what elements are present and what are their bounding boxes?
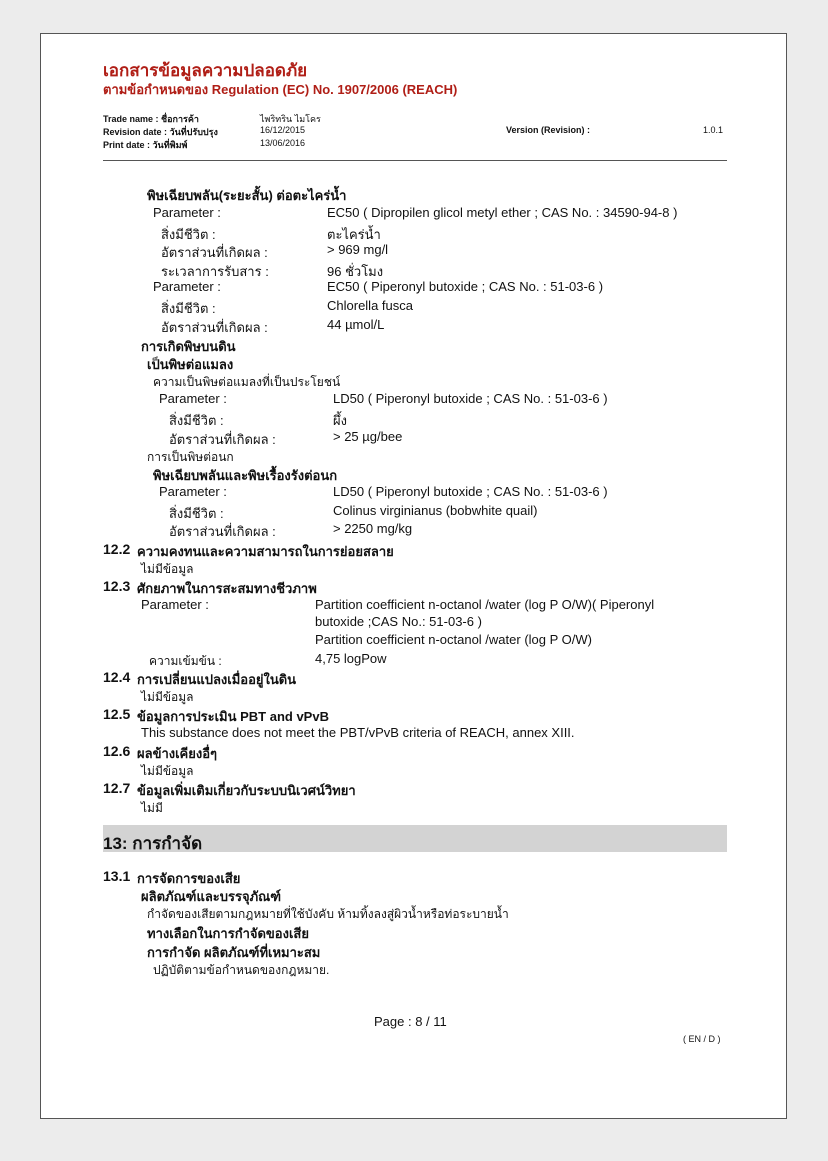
insect-organism-value: ผึ้ง (333, 413, 347, 428)
section-12-6-title: ผลข้างเคียงอื่ๆ (137, 746, 218, 761)
param2-label: Parameter : (153, 279, 221, 294)
document-title: เอกสารข้อมูลความปลอดภัย (103, 61, 308, 80)
document-page (40, 33, 787, 1119)
revision-date-value: 16/12/2015 (260, 125, 306, 135)
disposal-options-heading: ทางเลือกในการกำจัดของเสีย (147, 926, 309, 941)
language-code: ( EN / D ) (683, 1034, 721, 1044)
page-number: Page : 8 / 11 (374, 1014, 447, 1029)
section-12-2-title: ความคงทนและความสามารถในการย่อยสลาย (137, 544, 394, 559)
time1-value: 96 ชั่วโมง (327, 264, 384, 279)
document-subtitle: ตามข้อกำหนดของ Regulation (EC) No. 1907/2006 (REACH) (103, 82, 458, 97)
section-12-7-number: 12.7 (103, 780, 131, 796)
section-12-5-number: 12.5 (103, 706, 131, 722)
organism1-label: สิ่งมีชีวิต : (161, 227, 216, 242)
section-12-4-number: 12.4 (103, 669, 131, 685)
section-12-5-text: This substance does not meet the PBT/vPvB criteria of REACH, annex XIII. (141, 725, 575, 740)
aquatic-heading: พิษเฉียบพลัน(ระยะสั้น) ต่อตะไคร่น้ำ (147, 188, 347, 203)
param1-value: EC50 ( Dipropilen glicol metyl ether ; CAS No. : 34590-94-8 ) (327, 205, 678, 220)
insect-organism-label: สิ่งมีชีวิต : (169, 413, 224, 428)
bird-rate-value: > 2250 mg/kg (333, 521, 413, 536)
section-12-3-param-line2: butoxide ;CAS No.: 51-03-6 ) (315, 614, 482, 629)
bird-organism-value: Colinus virginianus (bobwhite quail) (333, 503, 538, 518)
beneficial-insects-label: ความเป็นพิษต่อแมลงที่เป็นประโยชน์ (153, 375, 341, 389)
section-12-3-param-label: Parameter : (141, 597, 209, 612)
rate2-label: อัตราส่วนที่เกิดผล : (161, 320, 268, 335)
bird-heading: การเป็นพิษต่อนก (147, 450, 234, 464)
section-12-3-conc-value: 4,75 logPow (315, 651, 387, 666)
organism1-value: ตะไคร่น้ำ (327, 227, 381, 242)
print-date-value: 13/06/2016 (260, 138, 306, 148)
bird-rate-label: อัตราส่วนที่เกิดผล : (169, 524, 276, 539)
bird-subheading: พิษเฉียบพลันและพิษเรื้องรังต่อนก (153, 468, 338, 483)
param1-label: Parameter : (153, 205, 221, 220)
bird-organism-label: สิ่งมีชีวิต : (169, 506, 224, 521)
bird-param-value: LD50 ( Piperonyl butoxide ; CAS No. : 51-03-6 ) (333, 484, 608, 499)
version-label: Version (Revision) : (506, 125, 591, 135)
rate2-value: 44 µmol/L (327, 317, 385, 332)
insect-rate-value: > 25 µg/bee (333, 429, 403, 444)
section-13-1-title: การจัดการของเสีย (137, 871, 241, 886)
soil-heading: การเกิดพิษบนดิน (141, 339, 236, 354)
products-text: กำจัดของเสียตามกฎหมายที่ใช้บังคับ ห้ามทิ้งลงสู่ผิวน้ำหรือท่อระบายน้ำ (147, 907, 509, 921)
section-13-1-number: 13.1 (103, 868, 131, 884)
suitable-disposal-text: ปฏิบัติตามข้อกำหนดของกฎหมาย. (153, 963, 330, 977)
section-12-5-title: ข้อมูลการประเมิน PBT and vPvB (137, 709, 329, 724)
organism2-label: สิ่งมีชีวิต : (161, 301, 216, 316)
section-12-7-title: ข้อมูลเพิ่มเติมเกี่ยวกับระบบนิเวศน์วิทยา (137, 783, 356, 798)
section-12-3-number: 12.3 (103, 578, 131, 594)
version-value: 1.0.1 (703, 125, 724, 135)
section-12-3-param-line3: Partition coefficient n-octanol /water (log P O/W) (315, 632, 592, 647)
section-12-2-number: 12.2 (103, 541, 131, 557)
insect-heading: เป็นพิษต่อแมลง (147, 357, 234, 372)
section-12-4-title: การเปลี่ยนแปลงเมื่ออยู่ในดิน (137, 672, 297, 687)
section-12-2-text: ไม่มีข้อมูล (141, 562, 194, 576)
products-heading: ผลิตภัณฑ์และบรรจุภัณฑ์ (141, 889, 282, 904)
insect-param-label: Parameter : (159, 391, 227, 406)
section-12-7-text: ไม่มี (141, 801, 163, 815)
rate1-label: อัตราส่วนที่เกิดผล : (161, 245, 268, 260)
section-12-3-conc-label: ความเข้มข้น : (149, 654, 222, 668)
insect-rate-label: อัตราส่วนที่เกิดผล : (169, 432, 276, 447)
insect-param-value: LD50 ( Piperonyl butoxide ; CAS No. : 51-03-6 ) (333, 391, 608, 406)
suitable-disposal-heading: การกำจัด ผลิตภัณฑ์ที่เหมาะสม (147, 945, 321, 960)
revision-date-label: Revision date : วันที่ปรับปรุง (103, 127, 218, 137)
bird-param-label: Parameter : (159, 484, 227, 499)
param2-value: EC50 ( Piperonyl butoxide ; CAS No. : 51-03-6 ) (327, 279, 604, 294)
section-12-3-param-line1: Partition coefficient n-octanol /water (log P O/W)( Piperonyl (315, 597, 655, 612)
section-12-6-text: ไม่มีข้อมูล (141, 764, 194, 778)
rate1-value: > 969 mg/l (327, 242, 389, 257)
organism2-value: Chlorella fusca (327, 298, 413, 313)
section-12-3-title: ศักยภาพในการสะสมทางชีวภาพ (137, 581, 317, 596)
header-divider (103, 160, 727, 161)
time1-label: ระเวลาการรับสาร : (161, 264, 269, 279)
trade-name-value: ไพริทริน ไมโคร (260, 114, 321, 124)
trade-name-label: Trade name : ชื่อการค้า (103, 114, 199, 124)
print-date-label: Print date : วันที่พิมพ์ (103, 140, 188, 150)
section-13-title: 13: การกำจัด (103, 834, 203, 853)
section-12-6-number: 12.6 (103, 743, 131, 759)
section-12-4-text: ไม่มีข้อมูล (141, 690, 194, 704)
